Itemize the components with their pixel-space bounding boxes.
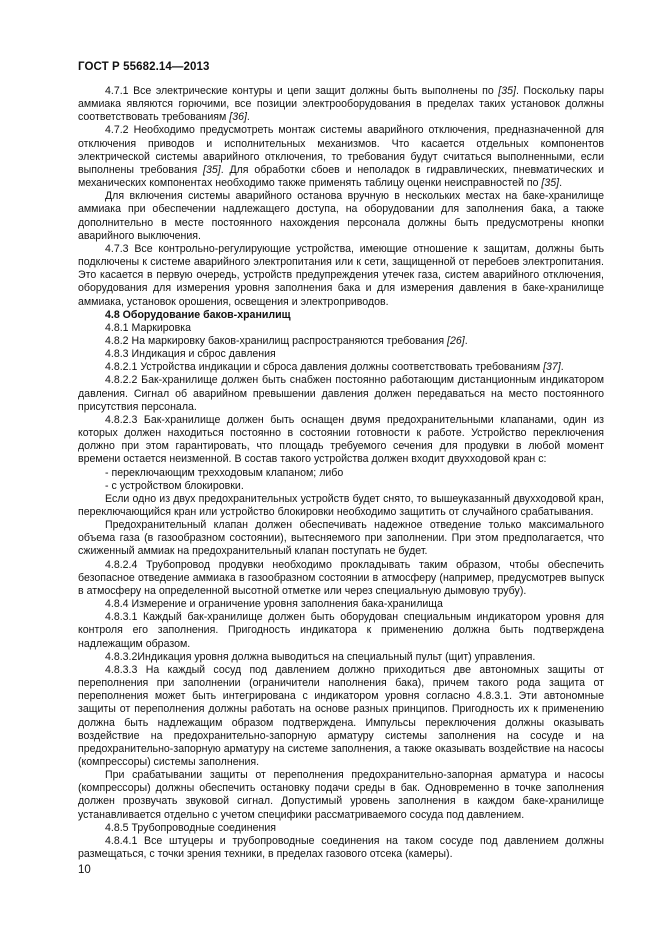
paragraph: 4.7.3 Все контрольно-регулирующие устройства, имеющие отношение к защитам, должны быть подключены к системе аварийного электропитания или к сети, защищенной от перебоев электропитания. Это касается в первую очередь, устройств предупреждения утечек газа, систем аварийного отключения, оборудования для измерения уровня заполнения бака и для измерения давления в баке-хранилище аммиака, установок орошения, освещения и электроприводов.: [78, 242, 604, 308]
document-header: ГОСТ Р 55682.14—2013: [78, 61, 210, 73]
paragraph: 4.8.4.1 Все штуцеры и трубопроводные соединения на таком сосуде под давлением должны размещаться, с точки зрения техники, в пределах газового отсека (камеры).: [78, 834, 604, 861]
document-body: [78, 85, 604, 861]
paragraph: Если одно из двух предохранительных устройств будет снято, то вышеуказанный двухходовой кран, переключающийся кран или устройство блокировки необходимо защитить от случайного срабатывания.: [78, 492, 604, 518]
paragraph: Предохранительный клапан должен обеспечивать надежное отведение только максимального объема газа (в газообразном состоянии), вытесняемого при заполнении. При этом предполагается, что сжиженный аммиак на предохранительный клапан поступать не будет.: [78, 519, 604, 558]
paragraph: 4.7.2 Необходимо предусмотреть монтаж системы аварийного отключения, предназначенной для отключения приводов и исполнительных механизмов. Что касается отдельных компонентов электрической системы аварийного отключения, то требования будут считаться выполненными, если выполнены требования [35]. Для обработки сбоев и неполадок в гидравлических, пневматических и механических компонентах необходимо также применять таблицу оценки неисправностей по [35].: [78, 124, 605, 190]
paragraph: 4.8.2.3 Бак-хранилище должен быть оснащен двумя предохранительными клапанами, один из которых должен находиться постоянно в состоянии готовности к работе. Устройство переключения должно при этом гарантировать, что площадь требуемого сечения для продувки в любой момент времени остается неизменной. В состав такого устройства должен входит двухходовой кран с:: [78, 413, 604, 466]
reference: [36]: [229, 111, 247, 124]
reference: [37]: [543, 361, 561, 374]
reference: [35]: [203, 163, 221, 176]
paragraph: 4.8.2.1 Устройства индикации и сброса давления должны соответствовать требованиям [37].: [105, 361, 564, 374]
paragraph: 4.8.3.2Индикация уровня должна выводиться на специальный пульт (щит) управления.: [105, 650, 536, 663]
section-heading: 4.8 Оборудование баков-хранилищ: [105, 308, 291, 321]
paragraph: 4.8.2.4 Трубопровод продувки необходимо прокладывать таким образом, чтобы обеспечить безопасное отведение аммиака в газообразном состоянии в атмосферу (например, предусмотрев выпуск в атмосферу на определенной высотной отметке или через специальную дымовую трубу).: [78, 558, 604, 597]
list-item: - переключающим трехходовым клапаном; либо: [105, 466, 344, 479]
reference: [35]: [498, 85, 516, 97]
paragraph: 4.8.3.1 Каждый бак-хранилище должен быть оборудован специальным индикатором уровня для контроля его заполнения. Пригодность индикатора к применению должна быть подтверждена надлежащим образом.: [78, 611, 604, 650]
paragraph: 4.8.1 Маркировка: [105, 321, 191, 334]
reference: [35]: [541, 177, 560, 190]
paragraph: 4.8.2.2 Бак-хранилище должен быть снабжен постоянно работающим дистанционным индикатором давления. Сигнал об аварийном превышении давления должен передаваться на место постоянного присутствия персонала.: [78, 374, 604, 413]
paragraph: 4.7.1 Все электрические контуры и цепи защит должны быть выполнены по [35]. Поскольку пары аммиака являются горючими, все позиции электрооборудования в пределах таких установок должны соответствовать требованиям [36].: [78, 85, 604, 124]
list-item: - с устройством блокировки.: [105, 479, 244, 492]
reference: [26]: [447, 334, 465, 347]
paragraph: 4.8.2 На маркировку баков-хранилищ распространяются требования [26].: [105, 334, 468, 347]
page-number: 10: [78, 864, 91, 876]
paragraph: Для включения системы аварийного останова вручную в нескольких местах на баке-хранилище аммиака при обеспечении надлежащего доступа, на оборудовании для заполнения бака, а также дополнительно в месте постоянного нахождения персонала должны быть предусмотрены кнопки аварийного выключения.: [78, 190, 604, 242]
paragraph: 4.8.3 Индикация и сброс давления: [105, 348, 276, 361]
paragraph: 4.8.5 Трубопроводные соединения: [105, 821, 277, 834]
paragraph: 4.8.4 Измерение и ограничение уровня заполнения бака-хранилища: [105, 598, 443, 611]
paragraph: 4.8.3.3 На каждый сосуд под давлением должно приходиться две автономных защиты от переполнения при заполнении (ограничители наполнения бака), причем такого рода защита от переполнения может быть интегрирована с индикатором уровня согласно 4.8.3.1. Эти автономные защиты от переполнения должны работать на основе разных принципов. Пригодность их к применению должна быть надлежащим образом подтверждена. Импульсы переключения должны оказывать воздействие на предохранительно-запорную арматуру системы заполнения на сосуде и на предохранительно-запорную арматуру на системе заполнения, а также оказывать воздействие на насосы (компрессоры) системы заполнения.: [78, 663, 604, 768]
paragraph: При срабатывании защиты от переполнения предохранительно-запорная арматура и насосы (компрессоры) должны обеспечить остановку подачи среды в бак. Одновременно в точке заполнения должен прозвучать звуковой сигнал. Допустимый уровень заполнения в каждом баке-хранилище устанавливается отдельно с учетом специфики рассматриваемого сосуда под давлением.: [78, 769, 604, 821]
